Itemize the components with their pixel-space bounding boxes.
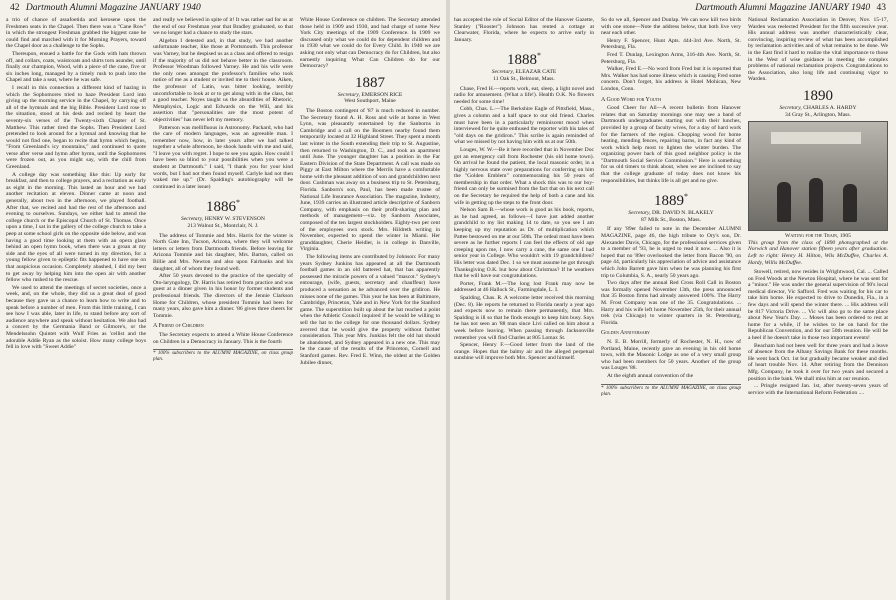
paragraph: The address of Tommie and Mrs. Harris for the winter is North Gate Inn, Tucson, Arizona, where they will welcome letters or letters from Dartmouth friends. Before leaving for Arizona Tommie and his daughter, Mrs. Barton, called on Billie and Mrs. Newton and also upon Fairbanks and his daughter, all of whom they found well. <box>153 232 293 272</box>
paragraph: ... Pringle resigned Jan. 1st, after twenty-seven years of service with the International Reform Federation .... <box>748 383 888 396</box>
running-head-left: 42 Dartmouth Alumni Magazine JANUARY 1940 <box>10 3 201 13</box>
secretary-address: 11 Oak St., Belmont, Mass. <box>493 75 555 82</box>
class-heading-1886: 1886* <box>206 198 240 216</box>
secretary-line: Secretary, HENRY W. STEVENSON <box>181 216 265 223</box>
class-heading-1889: 1889* <box>654 192 688 210</box>
class-photo <box>748 121 888 231</box>
left-column-1 <box>6 17 146 597</box>
photo-figure <box>843 184 857 222</box>
paragraph: The Secretary expects to attend a White House Conference on Children in a Democracy in January. This is the fourth <box>153 331 293 345</box>
secretary-line: Secretary, DR. DAVID N. BLAKELY <box>628 210 714 217</box>
right-column-3 <box>748 17 888 597</box>
right-page <box>450 0 896 600</box>
paragraph: Porter, Frank M.—The long lost Frank may now be addressed at 46 Hallock St., Farmingdale, L. I. <box>454 280 594 294</box>
paragraph: Louges, W. W.—Be it here recorded that in November Doc got an emergency call from Rochester (his old home town). On arrival he found the patient, the local masonic order, in a highly nervous state over preparations for conferring on him the "Golden Emblem" commemorating his 50 years of membership in that order. What a shock this was to our boy-friend can only be surmised from the fact that on his next call on the Secretary he required the help of both a cane and his wife in getting up the steps to the front door. <box>454 146 594 206</box>
footnote-left: * 100% subscribers to the ALUMNI MAGAZINE, on class group plan. <box>153 351 293 363</box>
paragraph: and really we believed in spite of it! It was rather sad for us at the end of our Freshman year that Bradley graduated, so that we no longer had a chance to study the stars. <box>153 17 293 37</box>
photo-caption: Waiting for the Train, 1905 <box>785 233 851 240</box>
paragraph: a trio of chance of assafoetida and kerosene upon the Freshmen seats in the Chapel. Then there was a "Cane Row" in which the strongest Freshman grabbed the biggest cane he could find and marched with it for Morning Prayers, toward the Chapel door as a challenge to the Sophs. <box>6 17 146 50</box>
paragraph: Chase, Fred H.—reports work, eat, sleep, a light novel and radio for amusement. (What a life!). Health O.K. No flowers needed for some time! <box>454 85 594 105</box>
class-heading-1888: 1888* <box>507 51 541 69</box>
right-column-2 <box>601 17 741 597</box>
subheading-friend-of-children: A Friend of Children <box>153 323 204 330</box>
secretary-address: West Southport, Maine <box>344 98 396 105</box>
paragraph: Spalding, Chas. R. A welcome letter received this morning (Dec. 8). He reports he returned to Florida nearly a year ago and expects now to remain there permanently, that Mrs. Spalding is ill so that he finds enough to keep him busy. Says he has not seen an '88 man since Livi called on him about a week before leaving. When passing through Jacksonville remember you will find Charles at 805 Lomax St. <box>454 294 594 341</box>
paragraph: The following items are contributed by Johnson: For many years Sydney Junkins has appeared at all the Dartmouth football games in an old battered hat, that has apparently possessed the miracle powers of a valued "mascot." Sydney's entourage, (wife, guests, secretary and chauffeur) have produced a sensation as he advanced over the gridiron. He misses none of the games. This year he has been at Baltimore, Cambridge, Princeton, Yale and in New York for the Stanford game. The superstition built up about the hat reached a point when the Athletic Council inquired if he would be willing to sell the hat to the college for one thousand dollars. Sydney averred that he would give the property without further consideration. This year Mrs. Junkins felt the old hat should be abandoned, and Sydney appeared in a new one. This may be the cause of the results of the Princeton, Cornell and Stanford games. Rev. Fred E. Winn, the oldest at the Golden Jubilee dinner, <box>300 254 440 366</box>
paragraph: Nelson Sam B.—whose work is good as his book, reports, as he had agreed, as follows—I have just added another grandchild to my list making 14 to date, so you see I am keeping up my reputation as Dr. of multiplication which Pattee bestowed on me at our 50th. The ordeal must have been severe as he further reports I can feel the effects of old age creeping upon me, I now carry a cane, the same one I had senior year in College. Who wouldn't with 19 grandchildren? His letter was dated Dec. 1 so we must assume he got through Thanksgiving O.K. but how about Christmas? If he weathers that he will have our congratulations. <box>454 207 594 280</box>
paragraph: Thereupon, ensued a battle for the Gods with hats thrown off, and collars, coats, waistcoats and shirts torn asunder, until finally our champion, Wood, with a piece of the cane, five or six inches long, managed by a timely rush to push into the Chapel and take a seat, where he was safe. <box>6 50 146 84</box>
photo-station-sign <box>771 132 861 144</box>
paragraph: If any '89er failed to note in the December ALUMNI MAGAZINE, page 46, the high tribute to Ory's son, Dr. Alexander Davis, Chicago, for the professional services given to a member of '93, he is urged to read it now. ... Also it is hoped that no '89er overlooked the letter from Bacon '90, on page 44, particularly his appreciation of advice and assistance which John Barrett gave him when he was planning his first trip to Columbia, S. A., nearly 50 years ago. <box>601 226 741 279</box>
footnote-right: * 100% subscribers to the ALUMNI MAGAZINE, on class group plan. <box>601 385 741 397</box>
secretary-address: 34 Gray St., Arlington, Mass. <box>785 111 851 118</box>
paragraph: Stowell, retired, now resides in Wrightwood, Cal. ... Called on Fred Woods at the Newton Hospital, where he was sent for a "minor." He was under the general supervision of 90's local medical director, Vic Safford. Fred was waiting for his car to take him home. He expected to drive to Dunedin, Fla., in a few days and will spend the winter there. ... His address will be 817 Victoria Drive. ... Vic will also go to the same place about New Year's Day. ... Moses has been ordered to rest at home for a while, if he wishes to be on hand for the Republican Convention, and for our 50th reunion. He will be a heel if he doesn't take in those two important events! <box>748 269 888 342</box>
paragraph: Good Cheer for All—A recent bulletin from Hanover relates that on Saturday mornings one may see a band of Dartmouth undergraduates starting out with their lunches, provided by a group of faculty wives, for a day of hard work for the farmers of the region. Chopping wood for home heating, mending fences, repairing barns, in fact any kind of work which help most to lighten the winter burden. The organizing power back of this good neighbor policy is the "Dartmouth Social Service Commission." Here is something for us old timers to think about, when we are inclined to say that the college graduate of today does not know his responsibilities, but thinks life is all get and no give. <box>601 105 741 184</box>
class-heading-1887: 1887 <box>355 74 385 91</box>
subheading-good-word-for-youth: A Good Word for Youth <box>601 96 662 103</box>
photo-figure <box>809 178 823 222</box>
subheading-golden-anniversary: Golden Anniversary <box>601 330 650 337</box>
paragraph: A college day was something like this: Up early for breakfast, and then to college prayers, and a recitation as early as eight in the morning. This lasted an hour and we had another recitation at eleven. Dinner came at noon and generally, about two in the afternoon, we played football. After that, we recited and had the rest of the afternoon and evening to ourselves. Sundays, we either had to attend the college church or the Episcopal Church of St. Thomas. Once upon a time, I sat in the gallery of the college church to take a peep at some school girls on the opposite side below, and was having a good time looking at them with an opera glass behind an open hymn book, when there was a groan at my side and the eyes of all were turned in my direction, for a young fellow given to epileptic fits happened to have one on that auspicious occasion. Completely abashed, I did my best to get away by helping him into the open air with another fellow who rushed to the rescue. <box>6 171 146 284</box>
paragraph: Henry F. Spencer, Hunt Apts. 444-3rd Ave. North, St. Petersburg, Fla. <box>601 37 741 51</box>
running-head-right: Dartmouth Alumni Magazine JANUARY 1940 43 <box>695 3 886 13</box>
paragraph: We used to attend the meetings of secret societies, once a week, and, on the whole, they did us a great deal of good because they gave us a chance to learn how to write and to speak before a number of men. From this little training, I can see how I was able, later in life, to stand before any sort of audience anywhere and speak without hesitation. We also had a concert by the Germania Band or Gilmore's, or the Mendelssohn Quintet with Wulf Fries as 'cellist and the adorable Addie Ryan as the soloist. How many college boys fell in love with "Sweet Addie" <box>6 284 146 351</box>
secretary-line: Secretary, EMERSON RICE <box>337 91 403 98</box>
paragraph: National Reclamation Association in Denver, Nov. 15-17, Warden was reelected President for the fifth successive year. His annual address was another characteristically clear, convincing, inspiring review of what has been accomplished by reclamation activities and of what remains to be done. We in the East find it hard to realize the vital importance to those in the West of wise guidance in meeting the complex problems of national reclamation projects. Congratulations to the Association, also long life and continuing vigor to Warden. <box>748 17 888 83</box>
right-column-1 <box>454 17 594 597</box>
paragraph: I recall in this connection a different kind of hazing in which the Sophomores tried to haze President Lord into giving up the morning service in the Chapel, by carrying off all of the hymnals and the big Bible. President Lord rose to the situation, stood at his desk and recited by heart the seventy-six verses of the Twenty-sixth Chapter of St. Matthew. This rather tired the Sophs. Then President Lord pretended to look around for a hymnal and knowing that he would not find one, began to recite that hymn which begins, "From Greenland's icy mountains," and continued to quote verse after verse and hymn after hymn, until the Sophomores were frozen out, as you might say, with the chill from Greenland. <box>6 84 146 171</box>
paragraph: Two days after the annual Red Cross Roll Call in Boston was formally opened November 13th, the press announced that 35 Boston firms had already answered 100%. The Harry M. Frost Company was one of the 35. Congratulations. ... Harry and his wife left home November 25th, for their annual trek (via Chicago) to winter quarters in St. Petersburg, Florida. <box>601 280 741 326</box>
paragraph: Patterson was mellifluous in Astronomy. Packard, who had the care of modern languages, was an agreeable man. I remember now, how, in later years after we had talked together a whole afternoon, he shook hands with me and said, "I leave you with regret. I hope to see you again. How could I have been so blind to your possibilities when you were a student at Dartmouth." I said, "I thank you for your kind words, but I had not then found myself. Carlyle had not then waked me up." (Dr. Spalding's autobiography will be continued in a later issue) <box>153 124 293 190</box>
paragraph: So do we all, Spencer and Dunlap. We can now kill two birds with one stone—Note the address below, that both live very near each other. <box>601 17 741 37</box>
paragraph: Spencer, Henry F.—Good letter from the land of the orange. Hopes that the balmy air and the alleged perpetual sunshine will improve both Mrs. Spencer and himself. <box>454 342 594 362</box>
secretary-line: Secretary, ELEAZAR CATE <box>491 69 557 76</box>
paragraph: After 50 years devoted to the practice of the specialty of Oto-laryngology, Dr. Harris has retired from practice and was guest at a dinner given in his honor by former students and professional friends. The directors of the Jennie Clarkson Home for Children, whose president Tommie had been for many years, also gave him a dinner. '86 gives three cheers for Tommie. <box>153 273 293 319</box>
paragraph: The Boston contingent of '87 is much reduced in number. The Secretary found A. H. Ross and wife at home in West Lynn, was pleasantly entertained by the Sanborns in Cambridge and a call on the Boomers nearby found them temporarily located at 32 Highland Street. They spent a month last winter in the South extending their trip to St. Augustine, then returned to Washington, D. C., and took an apartment until June. The younger daughter has a position in the Far Eastern Division of the State Department. A call was made on Piggy at East Milton where the Merrils have a comfortable home with the pleasant addition of son and grandchildren next door. Cushman was away on a business trip to St. Petersburg, Florida. Sanborn's son, Paul, has been made trustee of National Life Insurance Association. The magazine, Industry, June, 1939 carries an illustrated article descriptive of Sanborn Company, with emphasis on their profit-sharing plan and methods of management—viz. by Sanborn Associates, composed of the ten largest stockholders. Eighty-two per cent of the employees own stock. Mrs. Hildreth writing in November, expected to spend the winter in Miami. Her granddaughter, Cherie Heidler, is in college in Danville, Virginia. <box>300 107 440 253</box>
paragraph: Cobb, Chas. L.—The Berkshire Eagle of Pittsfield, Mass., gives a column and a half space to our old friend. Charles must have been in a particularly reminiscent mood when interviewed for he quite enthused the reporter with his tales of "old days on the gridiron." This scribe is again reminded of what we missed by not having him with us at our 50th. <box>454 106 594 146</box>
paragraph: Beacham had not been well for three years and had a leave of absence from the Albany Savings Bank for these months. He went back Oct. 1st but gradually became weaker and died of heart trouble Nov. 14. After retiring from the Dennison Mfg. Company, he took it over for two years and secured a position in the bank. We shall miss him at our reunion. <box>748 342 888 382</box>
paragraph: Algebra I detested and, in that study, we had another unfortunate teacher, like those at Portsmouth. This professor was Varney, but he despised us as a class and offered to resign if the majority of us did not behave better in the classroom. Professor Woodman followed Varney. He and his wife were the only ones amongst the professor's families who took notice of me as a student or invited me to their house. Aiken, the professor of Latin, was bitter looking, terribly uncomfortable to look at or to get along with in the class, but a good teacher. Noyes taught us the absurdities of Rhetoric, Metaphysics, Logic and Edwards on the Will, and his assertion that "personalities are the most potent of objectivities" has never left my memory. <box>153 37 293 123</box>
photo-description: This group from the class of 1890 photographed at the Norwich and Hanover station fifteen years after graduation. Left to right: Henry H. Hilton, Wils McDuffee, Charles A. Hardy, Willis McDuffee. <box>748 239 888 266</box>
paragraph: has accepted the role of Social Editor of the Hanover Gazette, Stanley ("Rooster") Johnson has rented a cottage at Clearwater, Florida, where he expects to arrive early in January. <box>454 17 594 43</box>
paragraph: N. E. B. Morrill, formerly of Rochester, N. H., now of Portland, Maine, recently gave an evening in his old home town, with the Masonic Lodge as one of a very small group who had been members for 50 years. Another of the group was Louges '88. <box>601 338 741 372</box>
paragraph: Fred T. Dunlap, Lexington Arms, 316-4th Ave. North, St. Petersburg, Fla. <box>601 51 741 65</box>
left-column-3 <box>300 17 440 597</box>
class-heading-1890: 1890 <box>803 87 833 104</box>
photo-figure <box>777 182 791 222</box>
paragraph: White House Conference on children. The Secretary attended those held in 1909 and 1930, and had charge of some New York City meetings of the 1909 Conference. In 1909 we discussed only what we could do for dependent children and in 1930 what we could do for Every Child. In 1940 we are asking not only what can Democracy do for Children, but also earnestly inquiring What Can Children do for our Democracy? <box>300 17 440 70</box>
secretary-address: 213 Walnut St., Montclair, N. J. <box>187 223 259 230</box>
secretary-address: 87 Milk St., Boston, Mass. <box>641 216 701 223</box>
left-column-2 <box>153 17 293 597</box>
paragraph: At the eighth annual convention of the <box>607 372 694 379</box>
left-page <box>0 0 446 600</box>
paragraph: Walker, Fred E.—No word from Fred but it is reported that Mrs. Walker has had some illness which is causing Fred some concern. Don't forget, his address is Hotel Mohican, New London, Conn. <box>601 66 741 92</box>
secretary-line: Secretary, CHARLES A. HARDY <box>779 104 857 111</box>
